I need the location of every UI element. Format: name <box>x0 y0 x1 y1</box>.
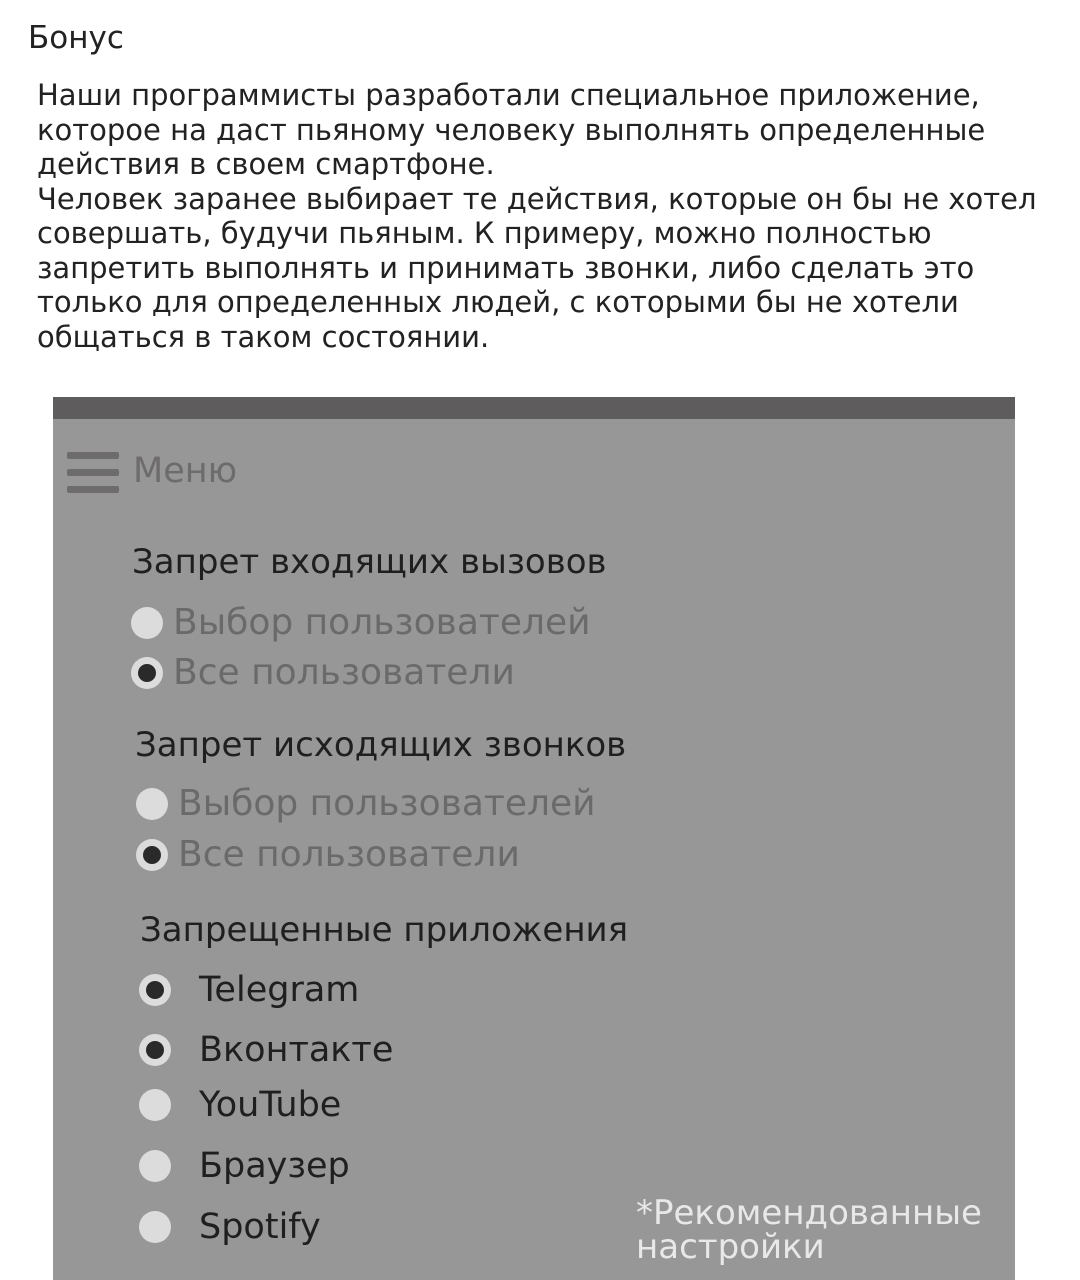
radio-button[interactable] <box>139 1211 171 1243</box>
radio-button[interactable] <box>136 839 168 871</box>
menu-label[interactable]: Меню <box>133 451 238 491</box>
app-label: Браузер <box>199 1146 350 1186</box>
app-label: Telegram <box>199 970 360 1010</box>
hamburger-icon[interactable] <box>67 452 119 494</box>
blocked-apps-title: Запрещенные приложения <box>140 910 629 950</box>
option-label: Выбор пользователей <box>178 783 596 824</box>
top-bar <box>53 397 1015 419</box>
incoming-option-select-users[interactable] <box>131 601 591 645</box>
outgoing-option-all-users[interactable] <box>136 833 520 877</box>
recommended-settings-note: *Рекомендованные настройки <box>636 1193 982 1267</box>
radio-button[interactable] <box>131 657 163 689</box>
option-label: Выбор пользователей <box>173 602 591 643</box>
radio-button[interactable] <box>139 1089 171 1121</box>
app-label: YouTube <box>199 1085 342 1125</box>
option-label: Все пользователи <box>173 652 515 693</box>
intro-text <box>37 78 1067 354</box>
outgoing-calls-title: Запрет исходящих звонков <box>135 725 627 765</box>
incoming-option-all-users[interactable] <box>131 651 515 695</box>
page-title: Бонус <box>28 20 124 56</box>
app-item-browser[interactable] <box>139 1143 350 1189</box>
app-label: Вконтакте <box>199 1030 394 1070</box>
intro-paragraph: Наши программисты разработали специальное приложение, которое на даст пьяному человеку выполнять определенные действия в своем смартфоне. <box>37 78 986 181</box>
app-item-vkontakte[interactable] <box>139 1027 393 1073</box>
option-label: Все пользователи <box>178 834 520 875</box>
app-mockup <box>53 397 1015 1280</box>
outgoing-option-select-users[interactable] <box>136 782 596 826</box>
radio-button[interactable] <box>131 607 163 639</box>
app-item-youtube[interactable] <box>139 1082 341 1128</box>
radio-button[interactable] <box>136 788 168 820</box>
radio-button[interactable] <box>139 974 171 1006</box>
app-item-telegram[interactable] <box>139 967 359 1013</box>
app-item-spotify[interactable] <box>139 1204 321 1250</box>
incoming-calls-title: Запрет входящих вызовов <box>132 542 607 582</box>
radio-button[interactable] <box>139 1034 171 1066</box>
intro-paragraph: Человек заранее выбирает те действия, которые он бы не хотел совершать, будучи пьяным. К примеру, можно полностью запретить выполнять и принимать звонки, либо сделать это только для определенных людей, с которыми бы не хотели общаться в таком состоянии. <box>37 181 1037 354</box>
radio-button[interactable] <box>139 1150 171 1182</box>
app-label: Spotify <box>199 1207 321 1247</box>
